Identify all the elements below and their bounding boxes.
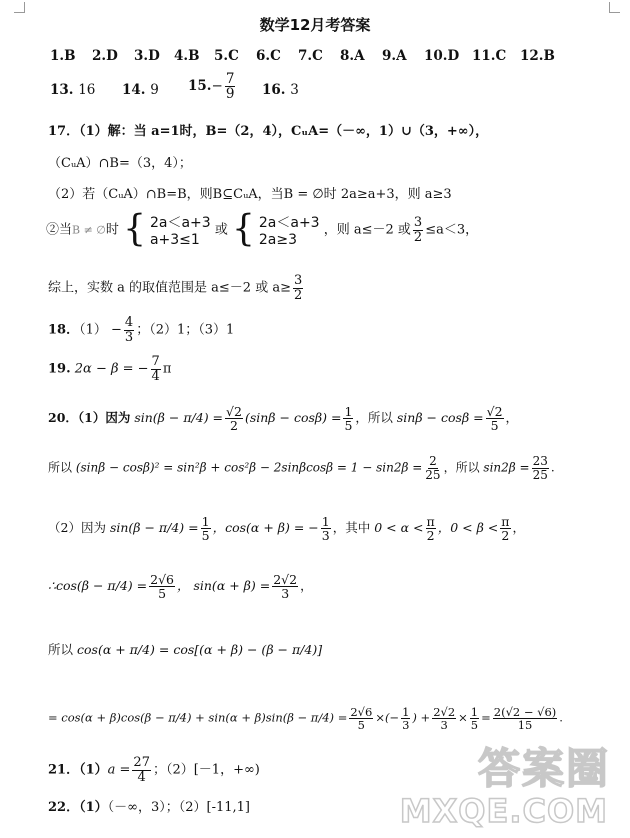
q20-line1: 20．（1）因为 sin(β − π/4) = $\frac{√2}{2}$ (sinβ − cosβ) = $\frac{1}{5}$ ，所以 sinβ − cosβ = $\frac{√2}{5}$ ， [48,404,519,434]
q17-summary: 综上，实数 a 的取值范围是 a≤－2 或 a≥ $\frac{3}{2}$ [48,273,303,303]
q20-line2: 所以 (sinβ − cosβ)² = sin²β + cos²β − 2sinβcosβ = 1 − sin2β = $\frac{2}{25}$ ，所以 sin2β = $\frac{23}{25}$ . [48,454,555,482]
q19-answer: 19. 2α − β = − $\frac{7}{4}$ π [48,354,172,384]
q17-line1: 17．（1）解：当 a=1时，B=（2，4），CᵤA=（－∞，1）∪（3，+∞）， [48,124,489,139]
choice-answer-4: 4.B [174,48,200,64]
q21-answer: 21．（1）a = $\frac{27}{4}$ ；（2）[－1，+∞) [48,755,260,785]
answer-16: 16. 3 [262,82,299,98]
q18-answer: 18．（1） − $\frac{4}{3}$ ；（2）1；（3）1 [48,315,235,345]
choice-answer-12: 12.B [520,48,555,64]
watermark-text-top: 答案圈 [477,744,610,793]
choice-answer-1: 1.B [50,48,76,64]
watermark-logo [399,742,622,834]
q20-final: = cos(α + β)cos(β − π/4) + sin(α + β)sin(β − π/4) = $\frac{2√6}{5}$ ×(− $\frac{1}{3}$ ) + $\frac{2√2}{3}$ × $\frac{1}{5}$ = $\frac{2(√2 - √6)}{15}$ . [48,705,563,733]
answer-13: 13. 16 [50,82,96,98]
choice-answer-10: 10.D [424,48,460,64]
choice-answer-3: 3.D [134,48,160,64]
choice-answer-5: 5.C [214,48,239,64]
q20-so-line: 所以 cos(α + π/4) = cos[(α + β) − (β − π/4)] [48,642,323,657]
q22-answer: 22．（1）（－∞，3）；（2）[-11,1] [48,800,250,815]
answer-15: 15.− $\frac{7}{9}$ [188,71,235,103]
choice-answer-8: 8.A [340,48,365,64]
choice-answer-9: 9.A [382,48,407,64]
q17-case2: ②当B ≠ ∅时 { 2a＜a+3 a+3≤1 或 { 2a＜a+3 2a≥3 ，则 a≤－2 或 $\frac{3}{2}$ ≤a＜3， [46,208,479,250]
answer-14: 14. 9 [122,82,159,98]
crop-mark-top-left [14,2,25,13]
q17-line2: （CᵤA）∩B=（3，4）； [48,156,192,171]
choice-answer-2: 2.D [92,48,118,64]
crop-mark-top-right [609,2,620,13]
page-title: 数学12月考答案 [259,16,371,34]
choice-answer-11: 11.C [472,48,507,64]
choice-answer-7: 7.C [298,48,323,64]
q20-part2: （2）因为 sin(β − π/4) = $\frac{1}{5}$ ，cos(α + β) = − $\frac{1}{3}$ ，其中 0 < α < $\frac{\pi}{2}$ ，0 < β < $\frac{\pi}{2}$ ， [48,514,526,544]
q17-line3: （2）若（CᵤA）∩B=B，则B⊆CᵤA，当B = ∅时 2a≥a+3，则 a≥3 [48,187,452,202]
choice-answer-6: 6.C [256,48,281,64]
q20-therefore: ∴cos(β − π/4) = $\frac{2√6}{5}$ ， sin(α + β) = $\frac{2√2}{3}$ ， [48,572,313,602]
watermark-text-bottom: MXQE.COM [399,792,608,830]
